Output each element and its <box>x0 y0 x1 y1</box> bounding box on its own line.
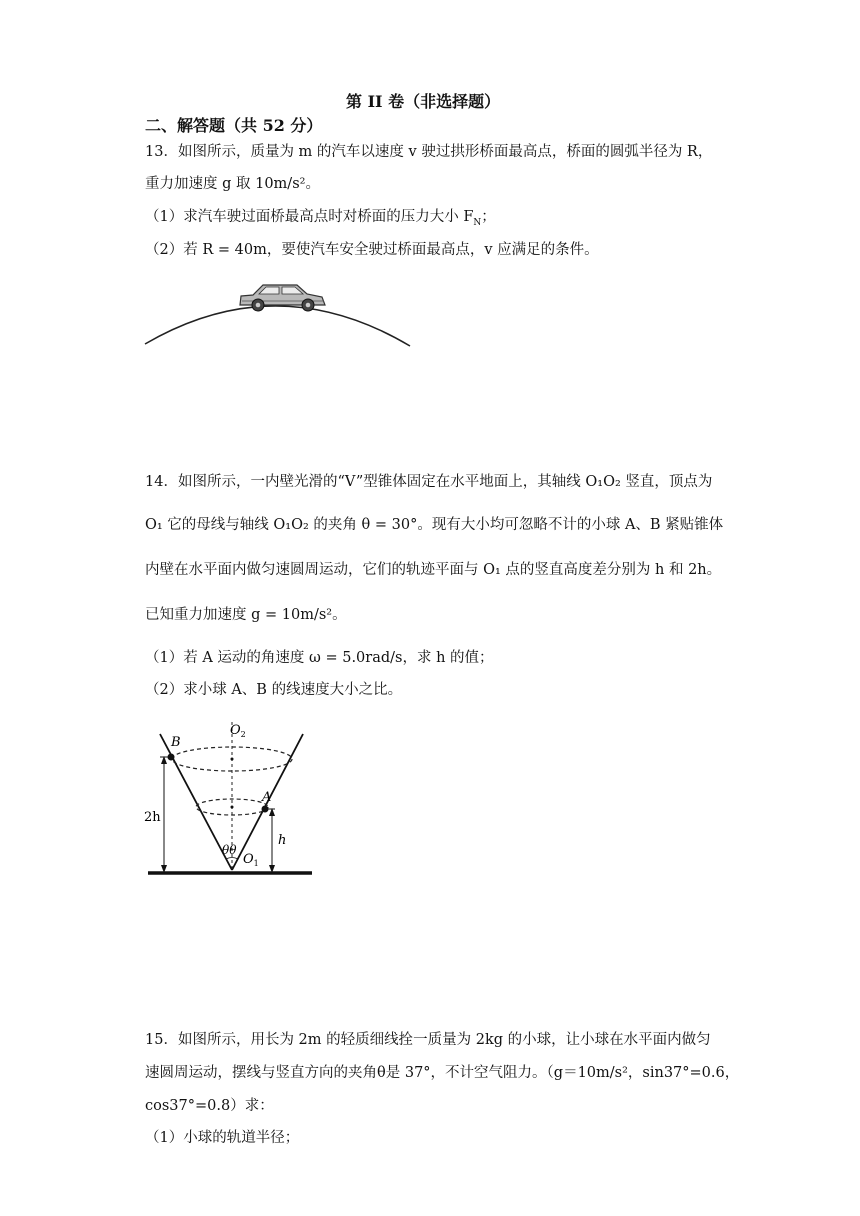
label-B: B <box>171 735 181 750</box>
label-O2: $O_2$ <box>230 723 246 739</box>
q15-line2: 速圆周运动，摆线与竖直方向的夹角θ是 37°，不计空气阻力。（g＝10m/s²，sin37°=0.6， <box>145 1065 740 1081</box>
label-A: A <box>262 790 272 805</box>
q14-line2: O₁ 它的母线与轴线 O₁O₂ 的夹角 θ = 30°。现有大小均可忽略不计的小球 A、B 紧贴锥体 <box>145 517 724 533</box>
cone-figure <box>140 718 330 883</box>
q13-part2: （2）若 R = 40m，要使汽车安全驶过桥面最高点，v 应满足的条件。 <box>145 242 599 258</box>
q13-line2: 重力加速度 g 取 10m/s²。 <box>145 176 320 192</box>
q15-part1: （1）小球的轨道半径； <box>145 1130 300 1146</box>
q13-part1-text: （1）求汽车驶过面桥最高点时对桥面的压力大小 F <box>145 209 474 225</box>
label-2h: 2h <box>144 810 161 825</box>
q13-part1-end: ； <box>481 209 496 225</box>
car-icon <box>240 285 325 311</box>
q14-line3: 内壁在水平面内做匀速圆周运动，它们的轨迹平面与 O₁ 点的竖直高度差分别为 h 和 2h。 <box>145 562 722 578</box>
q14-line4: 已知重力加速度 g = 10m/s²。 <box>145 607 347 623</box>
bridge-figure <box>140 272 420 352</box>
page-title: 第 II 卷（非选择题） <box>346 92 501 111</box>
label-h: h <box>278 833 287 848</box>
label-theta: θθ <box>222 843 237 857</box>
q13-part1-subscript: N <box>473 217 482 228</box>
q13-line1: 13．如图所示，质量为 m 的汽车以速度 v 驶过拱形桥面最高点，桥面的圆弧半径为 R， <box>145 144 713 160</box>
label-O1: $O_1$ <box>243 852 259 868</box>
q14-line1: 14．如图所示，一内壁光滑的“V”型锥体固定在水平地面上，其轴线 O₁O₂ 竖直，顶点为 <box>145 474 713 490</box>
q14-part2: （2）求小球 A、B 的线速度大小之比。 <box>145 682 403 698</box>
section-heading: 二、解答题（共 52 分） <box>145 116 323 135</box>
q15-line3: cos37°=0.8）求： <box>145 1098 274 1114</box>
q14-part1: （1）若 A 运动的角速度 ω = 5.0rad/s，求 h 的值； <box>145 650 494 666</box>
q15-line1: 15．如图所示，用长为 2m 的轻质细线拴一质量为 2kg 的小球，让小球在水平面内做匀 <box>145 1032 711 1048</box>
q13-part1 <box>145 207 496 233</box>
bridge-arc <box>145 306 410 346</box>
